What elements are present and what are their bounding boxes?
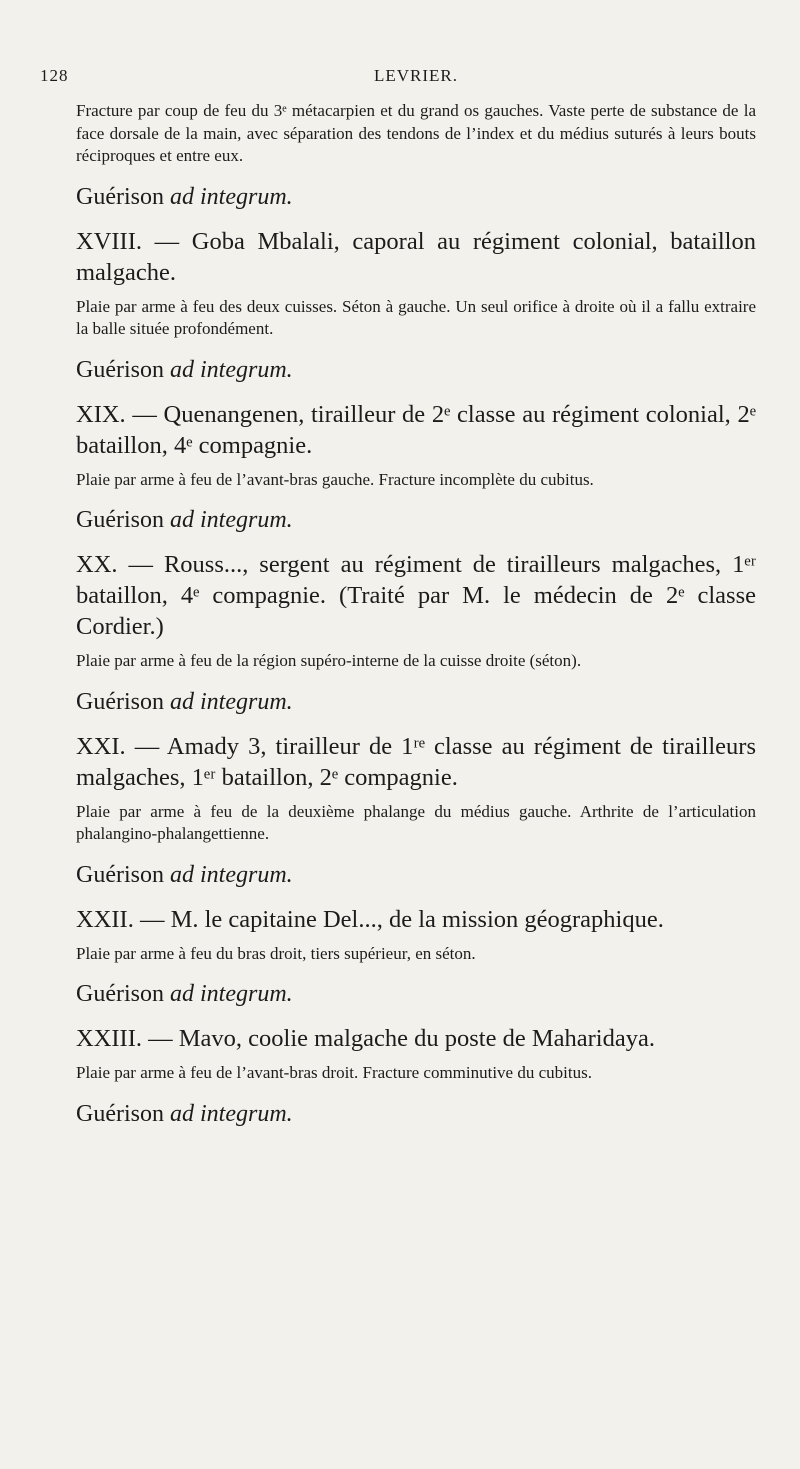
- outcome-word: Guérison: [76, 688, 164, 715]
- case-outcome: [76, 979, 756, 1009]
- outcome-latin: ad integrum.: [169, 507, 293, 533]
- case-entry: [76, 226, 756, 385]
- case-outcome: [76, 355, 756, 385]
- outcome-word: Guérison: [76, 507, 164, 533]
- case-entry: [76, 1023, 756, 1129]
- outcome-latin: ad integrum.: [169, 981, 293, 1007]
- case-entry: [76, 100, 756, 212]
- running-header: [40, 66, 756, 92]
- running-title: LEVRIER.: [373, 66, 459, 85]
- outcome-latin: ad integrum.: [169, 183, 293, 210]
- case-heading: XVIII. — Goba Mbalali, caporal au régiment colonial, bataillon malgache.: [76, 227, 756, 286]
- case-description: Plaie par arme à feu de la deuxième phalange du médius gauche. Arthrite de l’articulation phalangino-phalangettienne.: [76, 801, 756, 843]
- case-outcome: [76, 1099, 756, 1129]
- case-description: Fracture par coup de feu du 3ᵉ métacarpien et du grand os gauches. Vaste perte de substance de la face dorsale de la main, avec séparation des tendons de l’index et du médius suturés à leurs bouts réciproques et entre eux.: [76, 101, 756, 165]
- case-heading: XXII. — M. le capitaine Del..., de la mission géographique.: [76, 905, 664, 933]
- case-description: Plaie par arme à feu de l’avant-bras droit. Fracture comminutive du cubitus.: [76, 1063, 592, 1082]
- outcome-latin: ad integrum.: [169, 356, 293, 383]
- case-outcome: [76, 687, 756, 717]
- outcome-word: Guérison: [76, 183, 164, 210]
- case-description: Plaie par arme à feu des deux cuisses. Séton à gauche. Un seul orifice à droite où il a fallu extraire la balle située profondément.: [76, 296, 756, 338]
- case-entry: [76, 904, 756, 1010]
- page-number: 128: [40, 66, 69, 85]
- outcome-latin: ad integrum.: [169, 861, 293, 888]
- case-outcome: [76, 860, 756, 890]
- case-outcome: [76, 182, 756, 212]
- case-heading: XX. — Rouss..., sergent au régiment de tirailleurs malgaches, 1ᵉʳ bataillon, 4ᵉ compagnie. (Traité par M. le médecin de 2ᵉ classe Cordier.): [76, 551, 756, 640]
- case-heading: XXI. — Amady 3, tirailleur de 1ʳᵉ classe au régiment de tirailleurs malgaches, 1ᵉʳ bataillon, 2ᵉ compagnie.: [76, 732, 756, 791]
- case-description: Plaie par arme à feu de la région supéro-interne de la cuisse droite (séton).: [76, 651, 582, 670]
- case-description: Plaie par arme à feu de l’avant-bras gauche. Fracture incomplète du cubitus.: [76, 469, 594, 489]
- outcome-word: Guérison: [76, 981, 164, 1007]
- case-entry: [76, 549, 756, 717]
- case-outcome: [76, 505, 756, 535]
- case-description: Plaie par arme à feu du bras droit, tiers supérieur, en séton.: [76, 943, 476, 963]
- case-entry: [76, 731, 756, 890]
- outcome-word: Guérison: [76, 1100, 164, 1127]
- outcome-word: Guérison: [76, 356, 164, 383]
- case-heading: XIX. — Quenangenen, tirailleur de 2ᵉ classe au régiment colonial, 2ᵉ bataillon, 4ᵉ compagnie.: [76, 400, 756, 459]
- outcome-word: Guérison: [76, 861, 164, 888]
- case-heading: XXIII. — Mavo, coolie malgache du poste de Maharidaya.: [76, 1025, 655, 1052]
- case-entry: [76, 399, 756, 536]
- outcome-latin: ad integrum.: [169, 688, 293, 715]
- book-page: [40, 66, 756, 1141]
- outcome-latin: ad integrum.: [169, 1100, 293, 1127]
